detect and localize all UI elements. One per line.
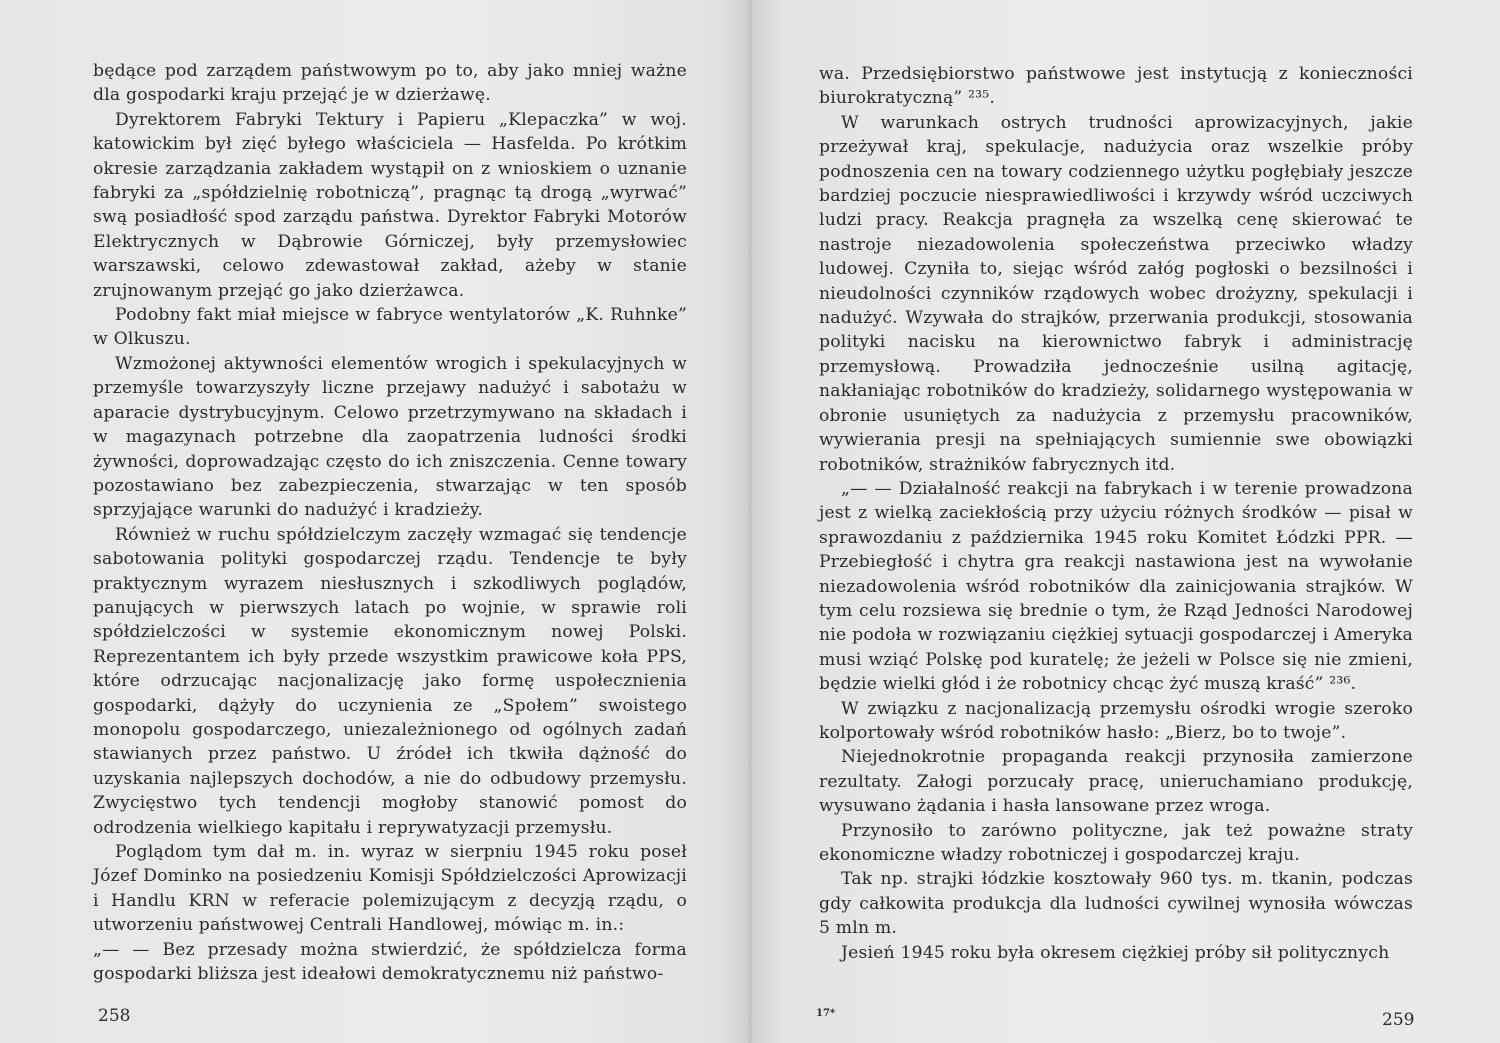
- right-paragraph: Tak np. strajki łódzkie kosztowały 960 tys. m. tkanin, podczas gdy całkowita produkcja dla ludności cywilnej wynosiła wówczas 5 mln m.: [819, 869, 1413, 939]
- left-paragraph: „— — Bez przesady można stwierdzić, że spółdzielcza forma gospodarki bliższa jest ideałowi demokratycznemu niż państwo-: [93, 939, 687, 985]
- right-paragraph: Niejednokrotnie propaganda reakcji przynosiła zamierzone rezultaty. Załogi porzucały pracę, unieruchamiano produkcję, wysuwano żądania i hasła lansowane przez wroga.: [819, 747, 1413, 817]
- left-paragraph: Poglądom tym dał m. in. wyraz w sierpniu 1945 roku poseł Józef Dominko na posiedzeniu Komisji Spółdzielczości Aprowizacji i Handlu KRN w referacie polemizującym z decyzją rządu, o utworzeniu państwowej Centrali Handlowej, mówiąc m. in.:: [93, 842, 687, 936]
- left-paragraph: Również w ruchu spółdzielczym zaczęły wzmagać się tendencje sabotowania polityki gospodarczej rządu. Tendencje te były praktycznym wyrazem niesłusznych i szkodliwych poglądów, panujących w pierwszych latach po wojnie, w sprawie roli spółdzielczości w systemie ekonomicznym nowej Polski. Reprezentantem ich były przede wszystkim prawicowe koła PPS, które odrzucając nacjonalizację jako formę uspołecznienia gospodarki, dążyły do uczynienia ze „Społem” swoistego monopolu gospodarczego, uniezależnionego od ogólnych zadań stawianych przez państwo. U źródeł ich tkwiła dążność do uzyskania najlepszych dochodów, a nie do odbudowy przemysłu. Zwycięstwo tych tendencji mogłoby stanowić pomost do odrodzenia wielkiego kapitału i reprywatyzacji przemysłu.: [93, 524, 687, 838]
- right-paragraph: Przynosiło to zarówno polityczne, jak też poważne straty ekonomiczne władzy robotniczej i gospodarczej kraju.: [819, 820, 1413, 865]
- printer-signature-mark: 17*: [816, 1008, 836, 1019]
- page-number-left: 258: [98, 1006, 131, 1026]
- right-paragraph: wa. Przedsiębiorstwo państwowe jest instytucją z konieczności biurokratyczną” ²³⁵.: [819, 64, 1413, 109]
- right-paragraph: W związku z nacjonalizacją przemysłu ośrodki wrogie szeroko kolportowały wśród robotników hasło: „Bierz, bo to twoje”.: [819, 698, 1413, 743]
- left-paragraph: Podobny fakt miał miejsce w fabryce wentylatorów „K. Ruhnke” w Olkuszu.: [93, 305, 687, 350]
- right-paragraph: Jesień 1945 roku była okresem ciężkiej próby sił politycznych: [841, 942, 1390, 963]
- page-number-right: 259: [1382, 1010, 1415, 1030]
- left-paragraph: Wzmożonej aktywności elementów wrogich i spekulacyjnych w przemyśle towarzyszyły liczne przejawy nadużyć i sabotażu w aparacie dystrybucyjnym. Celowo przetrzymywano na składach i w magazynach potrzebne dla zaopatrzenia ludności środki żywności, doprowadzając często do ich zniszczenia. Cenne towary pozostawiano bez zabezpieczenia, stwarzając w ten sposób sprzyjające warunki do nadużyć i kradzieży.: [93, 353, 687, 521]
- right-page: [752, 0, 1500, 1043]
- left-page-text: [93, 59, 687, 986]
- left-paragraph: będące pod zarządem państwowym po to, aby jako mniej ważne dla gospodarki kraju przejąć je w dzierżawę.: [93, 61, 687, 106]
- right-page-text: [819, 62, 1413, 965]
- right-paragraph: W warunkach ostrych trudności aprowizacyjnych, jakie przeżywał kraj, spekulacje, nadużycia oraz wszelkie próby podnoszenia cen na towary codziennego użytku pogłębiały jeszcze bardziej poczucie niesprawiedliwości i krzywdy wśród uczciwych ludzi pracy. Reakcja pragnęła za wszelką cenę skierować te nastroje niezadowolenia społeczeństwa przeciwko władzy ludowej. Czyniła to, siejąc wśród załóg pogłoski o bezsilności i nieudolności czynników rządowych wobec drożyzny, spekulacji i nadużyć. Wzywała do strajków, przerwania produkcji, stosowania polityki nacisku na kierownictwo fabryk i administrację przemysłową. Prowadziła jednocześnie usilną agitację, nakłaniając robotników do kradzieży, solidarnego występowania w obronie usuniętych za nadużycia z przemysłu pracowników, wywierania presji na spełniających sumiennie swe obowiązki robotników, strażników fabrycznych itd.: [819, 112, 1413, 475]
- left-paragraph: Dyrektorem Fabryki Tektury i Papieru „Klepaczka” w woj. katowickim był zięć byłego właściciela — Hasfelda. Po krótkim okresie zarządzania zakładem wystąpił on z wnioskiem o uznanie fabryki za „spółdzielnię robotniczą”, pragnąc tą drogą „wyrwać” swą posiadłość spod zarządu państwa. Dyrektor Fabryki Motorów Elektrycznych w Dąbrowie Górniczej, były przemysłowiec warszawski, celowo zdewastował zakład, ażeby w stanie zrujnowanym przejąć go jako dzierżawca.: [93, 109, 687, 301]
- right-paragraph: „— — Działalność reakcji na fabrykach i w terenie prowadzona jest z wielką zaciekłością przy użyciu różnych środków — pisał w sprawozdaniu z października 1945 roku Komitet Łódzki PPR. — Przebiegłość i chytra gra reakcji nastawiona jest na wywołanie niezadowolenia wśród robotników dla zainicjowania strajków. W tym celu rozsiewa się brednie o tym, że Rząd Jedności Narodowej nie podoła w rozwiązaniu ciężkiej sytuacji gospodarczej i Ameryka musi wziąć Polskę pod kuratelę; że jeżeli w Polsce się nie zmieni, będzie wielki głód i że robotnicy chcąc żyć muszą kraść” ²³⁶.: [819, 478, 1413, 695]
